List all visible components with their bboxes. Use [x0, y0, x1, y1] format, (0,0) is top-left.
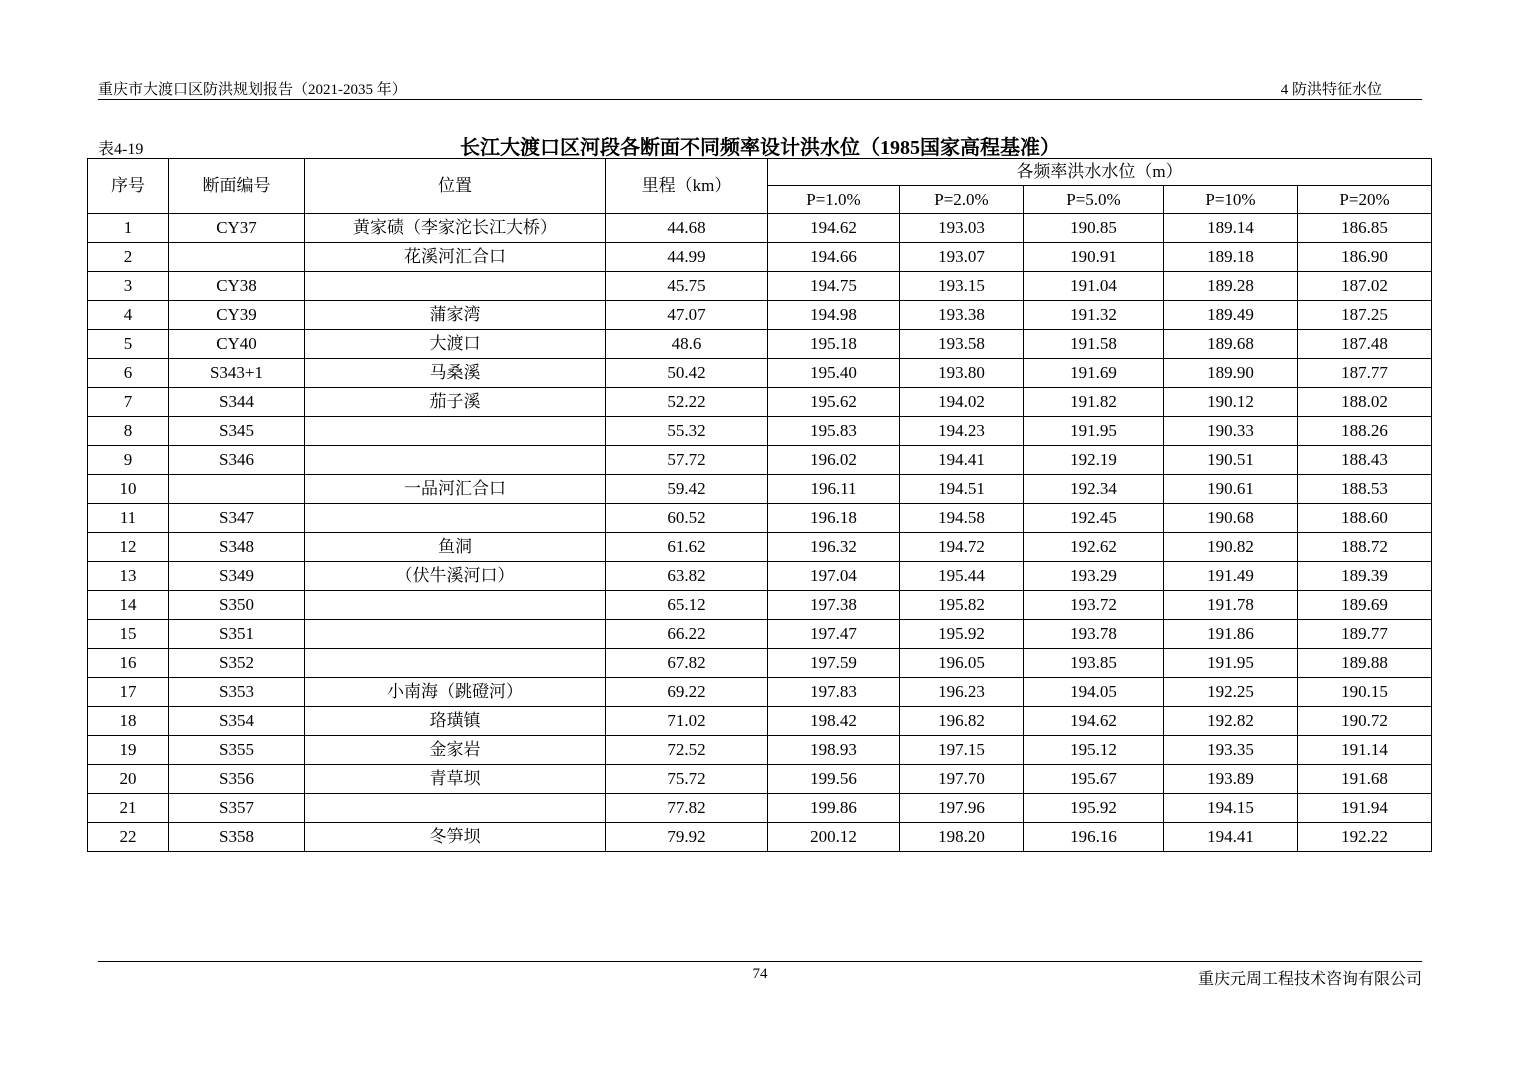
cell-p5: 192.62 [1024, 533, 1164, 562]
col-header-frequency-group: 各频率洪水水位（m） [768, 159, 1432, 186]
cell-section: CY39 [169, 301, 305, 330]
cell-p2: 193.80 [900, 359, 1024, 388]
cell-p20: 190.72 [1298, 707, 1432, 736]
cell-p5: 194.05 [1024, 678, 1164, 707]
cell-seq: 7 [88, 388, 169, 417]
table-row [88, 214, 1432, 243]
cell-location: 大渡口 [305, 330, 606, 359]
cell-mileage: 77.82 [606, 794, 768, 823]
cell-p20: 191.14 [1298, 736, 1432, 765]
cell-p20: 188.26 [1298, 417, 1432, 446]
cell-p5: 191.95 [1024, 417, 1164, 446]
cell-location: 花溪河汇合口 [305, 243, 606, 272]
table-row [88, 417, 1432, 446]
cell-seq: 13 [88, 562, 169, 591]
cell-seq: 6 [88, 359, 169, 388]
cell-p2: 194.41 [900, 446, 1024, 475]
cell-location: 茄子溪 [305, 388, 606, 417]
cell-p10: 192.25 [1164, 678, 1298, 707]
table-title: 长江大渡口区河段各断面不同频率设计洪水位（1985国家高程基准） [460, 137, 1060, 159]
cell-seq: 9 [88, 446, 169, 475]
cell-mileage: 63.82 [606, 562, 768, 591]
cell-p20: 186.90 [1298, 243, 1432, 272]
page-number: 74 [752, 966, 768, 982]
cell-mileage: 55.32 [606, 417, 768, 446]
cell-section: S343+1 [169, 359, 305, 388]
cell-mileage: 50.42 [606, 359, 768, 388]
cell-p20: 191.68 [1298, 765, 1432, 794]
cell-seq: 19 [88, 736, 169, 765]
cell-seq: 2 [88, 243, 169, 272]
cell-p1: 197.47 [768, 620, 900, 649]
cell-section: S349 [169, 562, 305, 591]
col-header-mileage: 里程（km） [606, 159, 768, 214]
cell-p10: 191.95 [1164, 649, 1298, 678]
col-header-p2: P=2.0% [900, 186, 1024, 214]
cell-section: S356 [169, 765, 305, 794]
cell-p5: 195.67 [1024, 765, 1164, 794]
cell-p20: 188.72 [1298, 533, 1432, 562]
cell-p1: 198.93 [768, 736, 900, 765]
cell-mileage: 69.22 [606, 678, 768, 707]
table-row [88, 707, 1432, 736]
cell-p20: 188.53 [1298, 475, 1432, 504]
cell-mileage: 44.68 [606, 214, 768, 243]
cell-p20: 189.77 [1298, 620, 1432, 649]
cell-seq: 17 [88, 678, 169, 707]
cell-seq: 14 [88, 591, 169, 620]
cell-p10: 191.86 [1164, 620, 1298, 649]
cell-section: S348 [169, 533, 305, 562]
cell-mileage: 71.02 [606, 707, 768, 736]
cell-p1: 197.59 [768, 649, 900, 678]
table-row [88, 388, 1432, 417]
cell-p5: 195.12 [1024, 736, 1164, 765]
footer-rule [98, 961, 1422, 962]
cell-p5: 193.29 [1024, 562, 1164, 591]
cell-location: 黄家碛（李家沱长江大桥） [305, 214, 606, 243]
cell-p10: 193.89 [1164, 765, 1298, 794]
cell-p10: 189.49 [1164, 301, 1298, 330]
cell-seq: 8 [88, 417, 169, 446]
cell-section: S346 [169, 446, 305, 475]
cell-location: 鱼洞 [305, 533, 606, 562]
header-report-title: 重庆市大渡口区防洪规划报告（2021-2035 年） [98, 82, 407, 98]
cell-seq: 5 [88, 330, 169, 359]
table-row [88, 591, 1432, 620]
cell-p2: 195.82 [900, 591, 1024, 620]
cell-p1: 197.38 [768, 591, 900, 620]
cell-p20: 190.15 [1298, 678, 1432, 707]
cell-section: S350 [169, 591, 305, 620]
table-row [88, 446, 1432, 475]
cell-p5: 192.34 [1024, 475, 1164, 504]
cell-seq: 16 [88, 649, 169, 678]
cell-mileage: 67.82 [606, 649, 768, 678]
cell-p1: 199.86 [768, 794, 900, 823]
cell-location: 金家岩 [305, 736, 606, 765]
cell-p20: 191.94 [1298, 794, 1432, 823]
cell-mileage: 60.52 [606, 504, 768, 533]
cell-p10: 194.41 [1164, 823, 1298, 852]
cell-p1: 194.66 [768, 243, 900, 272]
cell-location [305, 620, 606, 649]
table-row [88, 330, 1432, 359]
cell-p2: 193.38 [900, 301, 1024, 330]
cell-p1: 197.83 [768, 678, 900, 707]
cell-p5: 191.58 [1024, 330, 1164, 359]
cell-p20: 189.39 [1298, 562, 1432, 591]
cell-p2: 196.23 [900, 678, 1024, 707]
cell-p20: 189.69 [1298, 591, 1432, 620]
cell-seq: 10 [88, 475, 169, 504]
cell-p1: 195.83 [768, 417, 900, 446]
cell-p2: 193.07 [900, 243, 1024, 272]
cell-p1: 198.42 [768, 707, 900, 736]
cell-location: 一品河汇合口 [305, 475, 606, 504]
cell-location: （伏牛溪河口） [305, 562, 606, 591]
cell-seq: 21 [88, 794, 169, 823]
cell-p20: 186.85 [1298, 214, 1432, 243]
table-row [88, 620, 1432, 649]
cell-location [305, 417, 606, 446]
cell-p2: 197.96 [900, 794, 1024, 823]
cell-p1: 194.75 [768, 272, 900, 301]
cell-seq: 1 [88, 214, 169, 243]
cell-p2: 195.44 [900, 562, 1024, 591]
cell-p20: 187.02 [1298, 272, 1432, 301]
table-row [88, 359, 1432, 388]
cell-seq: 20 [88, 765, 169, 794]
cell-section: CY37 [169, 214, 305, 243]
cell-p10: 189.90 [1164, 359, 1298, 388]
table-row [88, 272, 1432, 301]
cell-p10: 190.61 [1164, 475, 1298, 504]
cell-p10: 191.78 [1164, 591, 1298, 620]
table-row [88, 504, 1432, 533]
cell-p10: 189.28 [1164, 272, 1298, 301]
table-row [88, 823, 1432, 852]
cell-p10: 190.82 [1164, 533, 1298, 562]
table-row [88, 736, 1432, 765]
cell-location [305, 504, 606, 533]
cell-p1: 194.62 [768, 214, 900, 243]
cell-p2: 194.72 [900, 533, 1024, 562]
cell-location [305, 446, 606, 475]
cell-p5: 195.92 [1024, 794, 1164, 823]
cell-section: S353 [169, 678, 305, 707]
cell-mileage: 47.07 [606, 301, 768, 330]
col-header-p5: P=5.0% [1024, 186, 1164, 214]
table-row [88, 562, 1432, 591]
cell-p10: 190.51 [1164, 446, 1298, 475]
cell-location: 青草坝 [305, 765, 606, 794]
cell-section: S347 [169, 504, 305, 533]
col-header-p20: P=20% [1298, 186, 1432, 214]
cell-location [305, 794, 606, 823]
cell-p5: 191.32 [1024, 301, 1164, 330]
cell-location: 蒲家湾 [305, 301, 606, 330]
cell-p10: 190.68 [1164, 504, 1298, 533]
cell-mileage: 57.72 [606, 446, 768, 475]
cell-p10: 189.18 [1164, 243, 1298, 272]
cell-p20: 187.48 [1298, 330, 1432, 359]
cell-p2: 196.05 [900, 649, 1024, 678]
cell-mileage: 61.62 [606, 533, 768, 562]
cell-section: S357 [169, 794, 305, 823]
table-row [88, 475, 1432, 504]
cell-section: S355 [169, 736, 305, 765]
table-row [88, 794, 1432, 823]
cell-p5: 190.91 [1024, 243, 1164, 272]
table-row [88, 678, 1432, 707]
cell-p10: 190.33 [1164, 417, 1298, 446]
flood-level-table [87, 158, 1432, 852]
cell-p2: 197.70 [900, 765, 1024, 794]
cell-section: CY38 [169, 272, 305, 301]
cell-p1: 197.04 [768, 562, 900, 591]
cell-p5: 196.16 [1024, 823, 1164, 852]
cell-section: CY40 [169, 330, 305, 359]
cell-seq: 4 [88, 301, 169, 330]
cell-seq: 15 [88, 620, 169, 649]
cell-p1: 195.40 [768, 359, 900, 388]
cell-p2: 193.15 [900, 272, 1024, 301]
cell-p1: 195.62 [768, 388, 900, 417]
cell-section: S351 [169, 620, 305, 649]
cell-mileage: 79.92 [606, 823, 768, 852]
cell-seq: 12 [88, 533, 169, 562]
cell-mileage: 44.99 [606, 243, 768, 272]
cell-mileage: 45.75 [606, 272, 768, 301]
cell-p1: 199.56 [768, 765, 900, 794]
table-body [88, 214, 1432, 852]
cell-location [305, 272, 606, 301]
cell-p20: 187.77 [1298, 359, 1432, 388]
col-header-section: 断面编号 [169, 159, 305, 214]
col-header-p10: P=10% [1164, 186, 1298, 214]
cell-location: 马桑溪 [305, 359, 606, 388]
cell-p5: 193.78 [1024, 620, 1164, 649]
cell-p5: 192.19 [1024, 446, 1164, 475]
cell-seq: 11 [88, 504, 169, 533]
cell-p10: 193.35 [1164, 736, 1298, 765]
cell-p1: 196.32 [768, 533, 900, 562]
cell-p2: 194.58 [900, 504, 1024, 533]
cell-p5: 191.04 [1024, 272, 1164, 301]
cell-p1: 200.12 [768, 823, 900, 852]
cell-p2: 194.23 [900, 417, 1024, 446]
cell-mileage: 65.12 [606, 591, 768, 620]
cell-section: S344 [169, 388, 305, 417]
cell-section: S354 [169, 707, 305, 736]
cell-p10: 189.68 [1164, 330, 1298, 359]
cell-p5: 193.85 [1024, 649, 1164, 678]
cell-mileage: 48.6 [606, 330, 768, 359]
header-chapter-title: 4 防洪特征水位 [1280, 82, 1382, 98]
cell-p2: 194.51 [900, 475, 1024, 504]
cell-p2: 193.58 [900, 330, 1024, 359]
cell-p20: 189.88 [1298, 649, 1432, 678]
cell-mileage: 52.22 [606, 388, 768, 417]
table-row [88, 649, 1432, 678]
table-row [88, 301, 1432, 330]
cell-p20: 188.60 [1298, 504, 1432, 533]
cell-seq: 18 [88, 707, 169, 736]
cell-p2: 196.82 [900, 707, 1024, 736]
cell-p1: 195.18 [768, 330, 900, 359]
cell-section: S358 [169, 823, 305, 852]
col-header-location: 位置 [305, 159, 606, 214]
cell-p20: 188.02 [1298, 388, 1432, 417]
cell-seq: 22 [88, 823, 169, 852]
table-row [88, 765, 1432, 794]
cell-mileage: 66.22 [606, 620, 768, 649]
cell-p20: 187.25 [1298, 301, 1432, 330]
cell-mileage: 75.72 [606, 765, 768, 794]
cell-location [305, 649, 606, 678]
cell-p5: 191.69 [1024, 359, 1164, 388]
cell-location: 冬笋坝 [305, 823, 606, 852]
cell-p10: 191.49 [1164, 562, 1298, 591]
cell-mileage: 59.42 [606, 475, 768, 504]
cell-p5: 194.62 [1024, 707, 1164, 736]
cell-section [169, 243, 305, 272]
cell-p1: 194.98 [768, 301, 900, 330]
cell-location: 珞璜镇 [305, 707, 606, 736]
table-row [88, 533, 1432, 562]
table-row [88, 243, 1432, 272]
cell-p5: 192.45 [1024, 504, 1164, 533]
cell-section [169, 475, 305, 504]
footer-company: 重庆元周工程技术咨询有限公司 [1197, 971, 1422, 988]
cell-p2: 198.20 [900, 823, 1024, 852]
cell-p2: 193.03 [900, 214, 1024, 243]
cell-p1: 196.11 [768, 475, 900, 504]
col-header-p1: P=1.0% [768, 186, 900, 214]
table-number: 表4-19 [98, 141, 144, 158]
cell-section: S352 [169, 649, 305, 678]
cell-p2: 197.15 [900, 736, 1024, 765]
cell-p10: 194.15 [1164, 794, 1298, 823]
cell-p10: 192.82 [1164, 707, 1298, 736]
header-rule [98, 99, 1422, 100]
cell-p20: 188.43 [1298, 446, 1432, 475]
cell-p5: 191.82 [1024, 388, 1164, 417]
cell-seq: 3 [88, 272, 169, 301]
cell-p20: 192.22 [1298, 823, 1432, 852]
cell-p2: 194.02 [900, 388, 1024, 417]
cell-p5: 193.72 [1024, 591, 1164, 620]
cell-p1: 196.02 [768, 446, 900, 475]
cell-location: 小南海（跳磴河） [305, 678, 606, 707]
cell-p10: 189.14 [1164, 214, 1298, 243]
cell-p2: 195.92 [900, 620, 1024, 649]
cell-p5: 190.85 [1024, 214, 1164, 243]
cell-p1: 196.18 [768, 504, 900, 533]
col-header-seq: 序号 [88, 159, 169, 214]
cell-p10: 190.12 [1164, 388, 1298, 417]
cell-section: S345 [169, 417, 305, 446]
cell-location [305, 591, 606, 620]
cell-mileage: 72.52 [606, 736, 768, 765]
